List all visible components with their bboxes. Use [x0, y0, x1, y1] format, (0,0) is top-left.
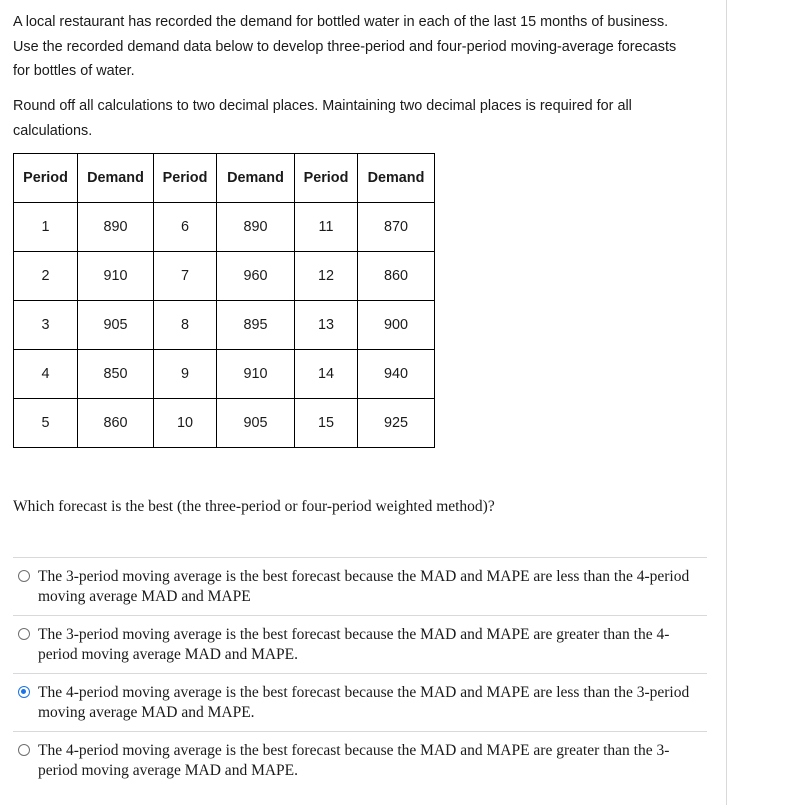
table-cell: 8 — [154, 301, 217, 350]
page-divider — [726, 0, 727, 805]
table-cell: 905 — [217, 399, 295, 448]
table-cell: 9 — [154, 350, 217, 399]
table-cell: 5 — [14, 399, 78, 448]
table-cell: 890 — [78, 203, 154, 252]
table-cell: 910 — [78, 252, 154, 301]
header-demand-3: Demand — [358, 154, 435, 203]
table-cell: 890 — [217, 203, 295, 252]
table-cell: 7 — [154, 252, 217, 301]
table-cell: 1 — [14, 203, 78, 252]
table-cell: 3 — [14, 301, 78, 350]
answer-option-4[interactable] — [13, 731, 707, 789]
table-cell: 14 — [295, 350, 358, 399]
radio-button-1[interactable] — [18, 570, 30, 582]
answer-option-2-label[interactable]: The 3-period moving average is the best forecast because the MAD and MAPE are greater than the 4-period moving average MAD and MAPE. — [38, 626, 670, 663]
table-cell: 940 — [358, 350, 435, 399]
table-cell: 4 — [14, 350, 78, 399]
header-period-2: Period — [154, 154, 217, 203]
table-cell: 11 — [295, 203, 358, 252]
table-cell: 860 — [78, 399, 154, 448]
table-cell: 925 — [358, 399, 435, 448]
answer-option-1-label[interactable]: The 3-period moving average is the best forecast because the MAD and MAPE are less than the 4-period moving average MAD and MAPE — [38, 568, 690, 605]
table-row — [14, 252, 435, 301]
demand-table — [13, 153, 435, 448]
header-period-3: Period — [295, 154, 358, 203]
problem-intro: A local restaurant has recorded the demand for bottled water in each of the last 15 months of business. Use the recorded demand data below to develop three-period and four-period moving-average forecasts for bottles of water. — [13, 14, 677, 79]
table-cell: 10 — [154, 399, 217, 448]
table-cell: 960 — [217, 252, 295, 301]
table-row — [14, 350, 435, 399]
table-cell: 2 — [14, 252, 78, 301]
table-cell: 15 — [295, 399, 358, 448]
table-header-row — [14, 154, 435, 203]
answer-option-1[interactable] — [13, 557, 707, 615]
table-row — [14, 301, 435, 350]
header-period-1: Period — [14, 154, 78, 203]
table-cell: 12 — [295, 252, 358, 301]
rounding-instruction: Round off all calculations to two decimal places. Maintaining two decimal places is required for all calculations. — [13, 98, 632, 139]
radio-button-3[interactable] — [18, 686, 30, 698]
table-cell: 905 — [78, 301, 154, 350]
header-demand-1: Demand — [78, 154, 154, 203]
table-cell: 6 — [154, 203, 217, 252]
answer-option-2[interactable] — [13, 615, 707, 673]
radio-button-2[interactable] — [18, 628, 30, 640]
table-cell: 900 — [358, 301, 435, 350]
table-cell: 13 — [295, 301, 358, 350]
answer-option-3[interactable] — [13, 673, 707, 731]
table-cell: 850 — [78, 350, 154, 399]
table-cell: 860 — [358, 252, 435, 301]
question-prompt: Which forecast is the best (the three-period or four-period weighted method)? — [13, 498, 495, 515]
answer-options — [13, 557, 707, 789]
radio-button-4[interactable] — [18, 744, 30, 756]
header-demand-2: Demand — [217, 154, 295, 203]
table-cell: 895 — [217, 301, 295, 350]
table-row — [14, 203, 435, 252]
answer-option-3-label[interactable]: The 4-period moving average is the best forecast because the MAD and MAPE are less than the 3-period moving average MAD and MAPE. — [38, 684, 690, 721]
table-row — [14, 399, 435, 448]
table-cell: 870 — [358, 203, 435, 252]
answer-option-4-label[interactable]: The 4-period moving average is the best forecast because the MAD and MAPE are greater than the 3-period moving average MAD and MAPE. — [38, 742, 670, 779]
table-cell: 910 — [217, 350, 295, 399]
